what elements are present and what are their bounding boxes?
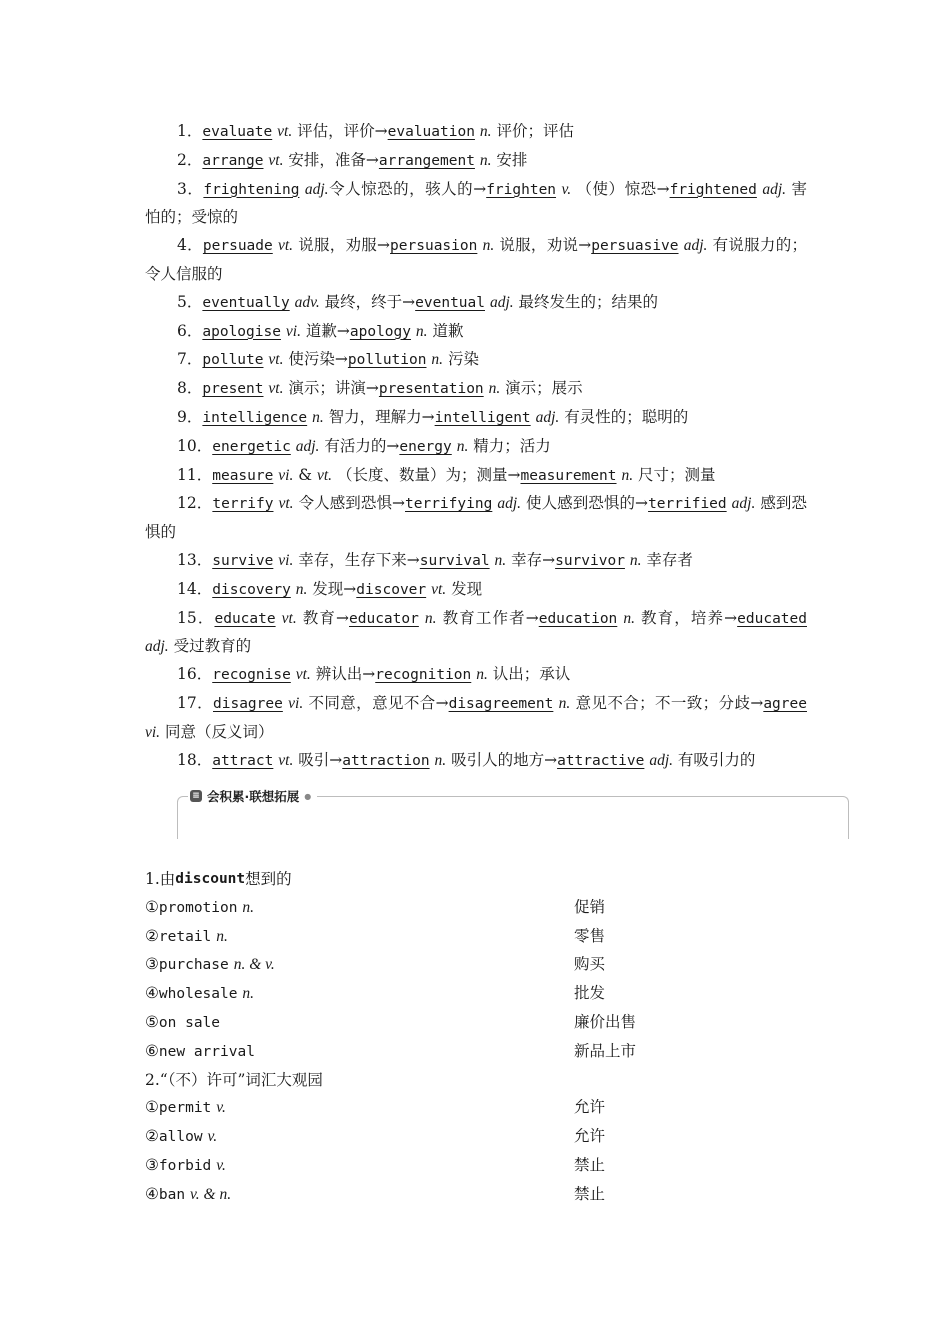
part-of-speech: adj. bbox=[649, 751, 673, 769]
part-of-speech: vt. bbox=[268, 151, 284, 169]
definition-text: 教育，培养→ bbox=[634, 608, 738, 627]
item-pos: n. bbox=[242, 898, 255, 916]
group-title-prefix: 1.由 bbox=[145, 870, 176, 888]
part-of-speech: n. bbox=[623, 609, 635, 627]
extension-term bbox=[145, 1181, 574, 1210]
part-of-speech: n. bbox=[431, 351, 444, 369]
vocab-word: intelligence bbox=[202, 409, 308, 426]
definition-text: 教育→ bbox=[296, 608, 350, 627]
part-of-speech: adj. bbox=[535, 408, 560, 426]
entry-number: 10． bbox=[177, 436, 213, 455]
definition-text: 精力；活力 bbox=[468, 436, 551, 455]
extension-term bbox=[145, 1123, 574, 1152]
item-meaning: 允许 bbox=[574, 1127, 606, 1146]
vocab-word: frightened bbox=[669, 181, 757, 198]
item-meaning: 批发 bbox=[574, 984, 606, 1003]
definition-text: 智力，理解力→ bbox=[323, 407, 435, 426]
vocab-word: energetic bbox=[212, 438, 291, 455]
definition-text: 道歉→ bbox=[300, 321, 350, 340]
vocab-word: energy bbox=[399, 438, 452, 455]
extension-item bbox=[145, 923, 807, 952]
definition-text: 令人惊恐的，骇人的→ bbox=[328, 179, 487, 198]
part-of-speech: adj. bbox=[145, 638, 169, 656]
part-of-speech: vt. bbox=[278, 751, 294, 769]
extension-item bbox=[145, 894, 807, 923]
part-of-speech: vi. bbox=[285, 322, 301, 340]
definition-text: 最终发生的；结果的 bbox=[513, 292, 659, 311]
vocab-word: eventual bbox=[415, 294, 485, 311]
vocab-word: educate bbox=[214, 610, 276, 627]
vocab-word: recognise bbox=[212, 667, 291, 684]
group-title-word: discount bbox=[175, 871, 246, 887]
part-of-speech: adj. bbox=[497, 495, 522, 513]
vocab-entry bbox=[145, 147, 807, 176]
definition-text: 演示；讲演→ bbox=[283, 379, 379, 398]
vocab-entry bbox=[145, 118, 807, 147]
definition-text: 有灵性的；聪明的 bbox=[559, 407, 689, 426]
part-of-speech: vt. bbox=[268, 380, 284, 398]
extension-term bbox=[145, 1152, 574, 1181]
item-pos: v. bbox=[207, 1128, 218, 1146]
entry-number: 16． bbox=[177, 665, 213, 684]
entry-number: 14． bbox=[177, 579, 213, 598]
vocab-word: frightening bbox=[203, 181, 300, 198]
vocab-entry bbox=[145, 747, 807, 776]
item-word: ban bbox=[158, 1186, 186, 1203]
vocab-word: discovery bbox=[212, 581, 291, 598]
group-title bbox=[145, 1067, 807, 1095]
extension-item bbox=[145, 1009, 807, 1038]
item-number: ④ bbox=[145, 984, 159, 1003]
part-of-speech: vt. bbox=[295, 666, 311, 684]
part-of-speech: n. bbox=[494, 551, 507, 569]
definition-text: 害怕的；受惊的 bbox=[145, 179, 807, 227]
part-of-speech: n. bbox=[476, 666, 488, 684]
book-icon: ≡ bbox=[190, 790, 202, 802]
part-of-speech: n. bbox=[629, 551, 642, 569]
vocab-word: presentation bbox=[378, 381, 484, 398]
definition-text: 污染 bbox=[443, 350, 479, 369]
vocab-entry bbox=[145, 289, 807, 318]
item-number: ① bbox=[145, 897, 159, 916]
vocab-word: disagreement bbox=[448, 695, 554, 712]
definition-text: 最终，终于→ bbox=[319, 292, 416, 311]
item-number: ⑤ bbox=[145, 1012, 159, 1031]
extension-item bbox=[145, 1123, 807, 1152]
item-word: new arrival bbox=[158, 1043, 255, 1060]
vocab-entry bbox=[145, 318, 807, 347]
part-of-speech: n. bbox=[479, 151, 492, 169]
item-word: forbid bbox=[158, 1157, 212, 1174]
extension-term bbox=[145, 1038, 574, 1067]
extension-term bbox=[145, 1094, 574, 1123]
definition-text: 发现 bbox=[446, 579, 483, 598]
part-of-speech: adj. bbox=[762, 180, 787, 198]
vocab-word: survivor bbox=[555, 552, 625, 569]
part-of-speech: n. bbox=[295, 580, 308, 598]
vocab-word: terrify bbox=[212, 496, 274, 513]
definition-text: 安排，准备→ bbox=[283, 150, 379, 169]
vocab-word: measurement bbox=[520, 467, 617, 484]
vocab-word: attractive bbox=[557, 752, 645, 769]
entry-number: 1． bbox=[177, 122, 203, 140]
definition-text: 感到恐惧的 bbox=[145, 494, 807, 542]
vocab-word: education bbox=[538, 610, 618, 627]
part-of-speech: adv. bbox=[294, 293, 320, 311]
extension-term bbox=[145, 923, 574, 952]
part-of-speech: n. bbox=[415, 322, 428, 340]
item-meaning: 禁止 bbox=[574, 1184, 606, 1203]
item-meaning: 禁止 bbox=[574, 1155, 606, 1174]
vocab-word: evaluation bbox=[387, 124, 475, 140]
part-of-speech: vt. bbox=[268, 351, 284, 369]
vocab-word: arrangement bbox=[378, 152, 475, 169]
definition-text: 道歉 bbox=[427, 321, 464, 340]
part-of-speech: n. bbox=[434, 751, 447, 769]
definition-text: 同意（反义词） bbox=[160, 722, 274, 741]
item-meaning: 促销 bbox=[574, 897, 606, 916]
item-meaning: 新品上市 bbox=[574, 1041, 637, 1060]
extension-term bbox=[145, 980, 574, 1009]
item-pos: n. bbox=[242, 985, 255, 1003]
vocab-word: persuasive bbox=[591, 238, 679, 255]
vocab-entry bbox=[145, 661, 807, 690]
item-meaning: 允许 bbox=[574, 1098, 606, 1117]
item-word: promotion bbox=[158, 899, 238, 916]
part-of-speech: vi. bbox=[288, 694, 304, 712]
entry-number: 3． bbox=[177, 179, 204, 198]
item-number: ② bbox=[145, 926, 159, 945]
section-box-title bbox=[188, 787, 317, 805]
definition-text: 评估，评价→ bbox=[292, 122, 388, 140]
item-number: ③ bbox=[145, 955, 159, 974]
definition-text: 安排 bbox=[491, 150, 528, 169]
vocab-entry bbox=[145, 605, 807, 662]
vocab-word: attraction bbox=[342, 752, 430, 769]
entry-number: 18． bbox=[177, 750, 213, 769]
part-of-speech: vt. bbox=[281, 609, 297, 627]
section-box-label: 会积累·联想拓展 bbox=[207, 789, 300, 804]
item-word: purchase bbox=[158, 957, 229, 974]
vocab-word: discover bbox=[356, 581, 427, 598]
vocab-entry bbox=[145, 375, 807, 404]
extension-term bbox=[145, 951, 574, 980]
vocab-word: persuasion bbox=[390, 238, 478, 255]
entry-number: 8． bbox=[177, 379, 203, 398]
definition-text: 幸存→ bbox=[506, 550, 556, 569]
vocab-entry bbox=[145, 547, 807, 576]
item-word: permit bbox=[158, 1100, 212, 1117]
item-pos: v. & n. bbox=[190, 1185, 232, 1203]
definition-text: & bbox=[293, 465, 317, 484]
definition-text: 使污染→ bbox=[283, 350, 348, 369]
extension-term bbox=[145, 1009, 574, 1038]
part-of-speech: v. bbox=[561, 180, 572, 198]
definition-text: 评价；评估 bbox=[491, 122, 574, 140]
definition-text: 发现→ bbox=[307, 579, 357, 598]
vocab-entry bbox=[145, 462, 807, 491]
group-1-list bbox=[145, 894, 807, 1067]
part-of-speech: adj. bbox=[295, 437, 320, 455]
vocab-word: terrifying bbox=[405, 496, 493, 513]
vocab-word: recognition bbox=[375, 667, 472, 684]
definition-text: 辨认出→ bbox=[310, 665, 376, 684]
definition-text: 认出；承认 bbox=[487, 665, 571, 684]
part-of-speech: vt. bbox=[431, 580, 447, 598]
part-of-speech: n. bbox=[482, 237, 495, 255]
item-meaning: 购买 bbox=[574, 955, 606, 974]
definition-text: 教育工作者→ bbox=[436, 608, 539, 627]
vocab-word: eventually bbox=[202, 294, 290, 311]
extension-item bbox=[145, 1094, 807, 1123]
part-of-speech: n. bbox=[621, 466, 634, 484]
vocab-word: measure bbox=[212, 467, 274, 484]
item-number: ⑥ bbox=[145, 1041, 159, 1060]
part-of-speech: n. bbox=[479, 123, 492, 140]
part-of-speech: adj. bbox=[304, 180, 329, 198]
vocab-entry bbox=[145, 404, 807, 433]
item-number: ④ bbox=[145, 1184, 159, 1203]
entry-number: 9． bbox=[177, 407, 203, 426]
vocab-word: educated bbox=[737, 610, 807, 627]
item-word: retail bbox=[158, 928, 212, 945]
vocab-word: pollution bbox=[347, 352, 427, 369]
part-of-speech: adj. bbox=[683, 237, 708, 255]
entry-number: 13． bbox=[177, 550, 213, 569]
entry-number: 17． bbox=[177, 693, 213, 712]
vocab-word: intelligent bbox=[434, 409, 531, 426]
vocab-entry bbox=[145, 232, 807, 289]
definition-text: 幸存，生存下来→ bbox=[293, 550, 420, 569]
entry-number: 4． bbox=[177, 236, 203, 255]
part-of-speech: vt. bbox=[277, 123, 293, 140]
extension-item bbox=[145, 1152, 807, 1181]
entry-number: 12． bbox=[177, 494, 213, 513]
item-number: ③ bbox=[145, 1155, 159, 1174]
vocab-word: present bbox=[202, 381, 264, 398]
vocab-word: survival bbox=[419, 552, 490, 569]
item-pos: n. bbox=[216, 927, 228, 945]
part-of-speech: vi. bbox=[145, 723, 161, 741]
item-pos: v. bbox=[216, 1156, 226, 1174]
entry-number: 6． bbox=[177, 321, 203, 340]
item-meaning: 零售 bbox=[574, 926, 606, 945]
vocab-word: attract bbox=[212, 752, 274, 769]
vocab-entry bbox=[145, 346, 807, 375]
part-of-speech: adj. bbox=[489, 293, 514, 311]
entry-number: 7． bbox=[177, 350, 203, 369]
entry-number: 11． bbox=[177, 465, 213, 484]
part-of-speech: vt. bbox=[277, 237, 294, 255]
vocab-word: disagree bbox=[213, 695, 283, 712]
vocab-entry bbox=[145, 576, 807, 605]
vocab-word: terrified bbox=[648, 496, 727, 513]
part-of-speech: n. bbox=[456, 437, 469, 455]
part-of-speech: vt. bbox=[317, 466, 333, 484]
entry-number: 15． bbox=[177, 608, 215, 627]
definition-text: 说服，劝说→ bbox=[494, 236, 592, 255]
item-number: ① bbox=[145, 1098, 159, 1117]
definition-text: 吸引→ bbox=[293, 750, 343, 769]
definition-text: 有吸引力的 bbox=[673, 750, 756, 769]
entry-number: 2． bbox=[177, 150, 203, 169]
part-of-speech: n. bbox=[488, 380, 501, 398]
part-of-speech: vt. bbox=[278, 495, 294, 513]
extension-item bbox=[145, 980, 807, 1009]
vocab-word: educator bbox=[349, 610, 419, 627]
extension-item bbox=[145, 1038, 807, 1067]
item-pos: n. & v. bbox=[233, 956, 275, 974]
group-2-list bbox=[145, 1094, 807, 1209]
vocab-word: apology bbox=[349, 323, 411, 340]
dot-icon: ● bbox=[304, 791, 312, 801]
vocab-entry bbox=[145, 690, 807, 747]
definition-text: 幸存者 bbox=[641, 550, 693, 569]
extension-item bbox=[145, 1181, 807, 1210]
definition-text: 演示；展示 bbox=[500, 379, 583, 398]
extension-term bbox=[145, 894, 574, 923]
group-title bbox=[145, 866, 807, 894]
vocab-entry bbox=[145, 433, 807, 462]
vocab-word: survive bbox=[212, 552, 274, 569]
vocab-entry bbox=[145, 490, 807, 547]
extension-item bbox=[145, 951, 807, 980]
extension-section bbox=[145, 866, 807, 1210]
entry-number: 5． bbox=[177, 292, 203, 311]
item-meaning: 廉价出售 bbox=[574, 1012, 637, 1031]
part-of-speech: vi. bbox=[278, 551, 294, 569]
group-2-title: 2.“（不）许可”词汇大观园 bbox=[145, 1070, 323, 1089]
group-title-suffix: 想到的 bbox=[245, 870, 292, 888]
definition-text: （使）惊恐→ bbox=[571, 179, 670, 198]
definition-text: 有活力的→ bbox=[319, 436, 400, 455]
part-of-speech: vi. bbox=[278, 466, 294, 484]
part-of-speech: adj. bbox=[731, 495, 756, 513]
definition-text: 使人感到恐惧的→ bbox=[521, 494, 649, 513]
vocabulary-list bbox=[145, 118, 807, 775]
definition-text: 说服，劝服→ bbox=[293, 236, 391, 255]
definition-text: 不同意，意见不合→ bbox=[303, 693, 449, 712]
item-word: on sale bbox=[158, 1014, 221, 1031]
item-pos: v. bbox=[216, 1099, 226, 1117]
definition-text: 尺寸；测量 bbox=[633, 465, 716, 484]
vocab-entry bbox=[145, 176, 807, 233]
vocab-word: pollute bbox=[202, 352, 264, 369]
vocab-word: apologise bbox=[202, 323, 281, 340]
item-number: ② bbox=[145, 1127, 159, 1146]
definition-text: 令人感到恐惧→ bbox=[293, 494, 406, 513]
vocab-word: frighten bbox=[486, 181, 557, 198]
part-of-speech: n. bbox=[424, 609, 437, 627]
definition-text: （长度、数量）为；测量→ bbox=[332, 465, 521, 484]
item-word: allow bbox=[158, 1129, 203, 1146]
definition-text: 吸引人的地方→ bbox=[446, 750, 558, 769]
vocab-word: evaluate bbox=[202, 124, 273, 140]
vocab-word: persuade bbox=[202, 238, 273, 255]
definition-text: 受过教育的 bbox=[168, 637, 252, 656]
vocab-word: arrange bbox=[202, 152, 264, 169]
part-of-speech: n. bbox=[558, 694, 571, 712]
definition-text: 有说服力的；令人信服的 bbox=[145, 236, 807, 283]
part-of-speech: n. bbox=[312, 408, 324, 426]
item-word: wholesale bbox=[158, 986, 238, 1003]
definition-text: 意见不合；不一致；分歧→ bbox=[570, 693, 764, 712]
vocab-word: agree bbox=[763, 695, 807, 712]
